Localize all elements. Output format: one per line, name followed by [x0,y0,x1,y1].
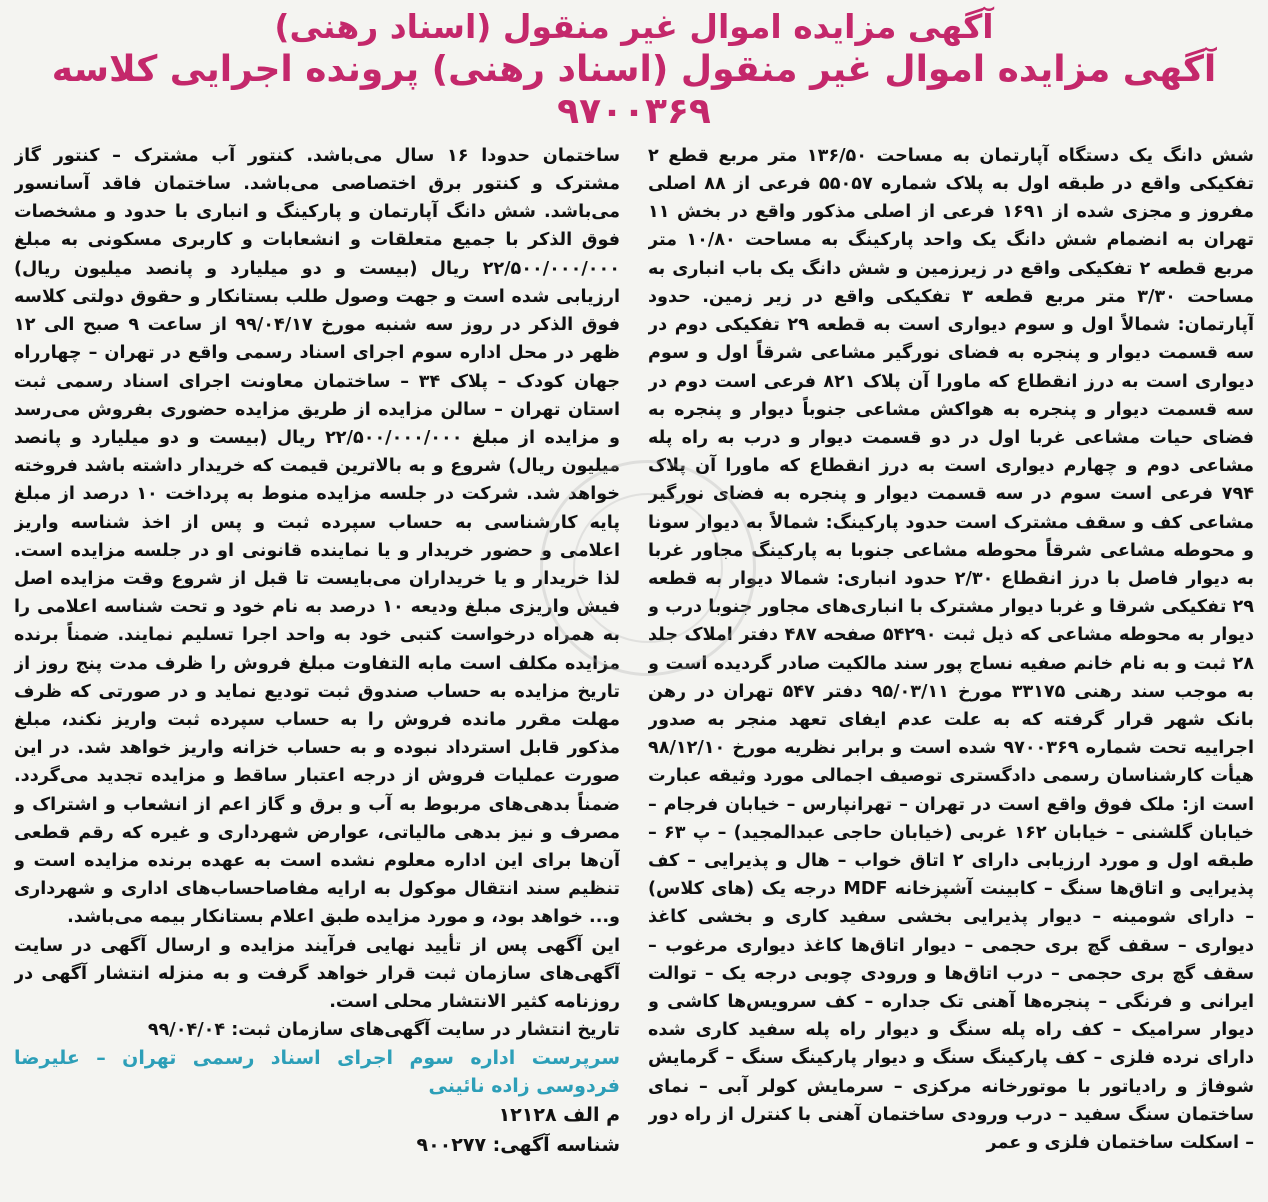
reference-code: م الف ۱۲۱۲۸ [498,1104,620,1127]
text-columns [14,142,1254,1202]
publish-date: تاریخ انتشار در سایت آگهی‌های سازمان ثبت: ۹۹/۰۴/۰۴ [147,1020,620,1041]
notice-id: شناسه آگهی: ۹۰۰۲۷۷ [416,1134,620,1157]
notice-title: آگهی مزایده اموال غیر منقول (اسناد رهنی) [274,7,994,46]
notice-subtitle: آگهی مزایده اموال غیر منقول (اسناد رهنی) پرونده اجرایی کلاسه ۹۷۰۰۳۶۹ [51,48,1217,133]
signature-line: سرپرست اداره سوم اجرای اسناد رسمی تهران – علیرضا فردوسی زاده نائینی [14,1047,620,1098]
left-column-body: ساختمان حدودا ۱۶ سال می‌باشد. کنتور آب مشترک – کنتور گاز مشترک و کنتور برق اختصاصی می‌باشد. ساختمان فاقد آسانسور می‌باشد. شش دانگ آپارتمان و پارکینگ و انباری با حدود و مشخصات فوق الذکر با جمیع متعلقات و انشعابات و کاربری مسکونی به مبلغ ۲۲/۵۰۰/۰۰۰/۰۰۰ ریال (بیست و دو میلیارد و پانصد میلیون ریال) ارزیابی شده است و جهت وصول طلب بستانکار و حقوق دولتی کلاسه فوق الذکر در روز سه شنبه مورخ ۹۹/۰۴/۱۷ از ساعت ۹ صبح الی ۱۲ ظهر در محل اداره سوم اجرای اسناد رسمی واقع در تهران – چهارراه جهان کودک – پلاک ۳۴ – ساختمان معاونت اجرای اسناد رسمی ثبت استان تهران – سالن مزایده از طریق مزایده حضوری بفروش می‌رسد و مزایده از مبلغ ۲۲/۵۰۰/۰۰۰/۰۰۰ ریال (بیست و دو میلیارد و پانصد میلیون ریال) شروع و به بالاترین قیمت که خریدار داشته باشد فروخته خواهد شد. شرکت در جلسه مزایده منوط به پرداخت ۱۰ درصد از مبلغ پایه کارشناسی به حساب سپرده ثبت و پس از اخذ شناسه واریز اعلامی و حضور خریدار و یا نماینده قانونی او در جلسه مزایده است. لذا خریدار و یا خریداران می‌بایست تا قبل از شروع وقت مزایده اصل فیش واریزی مبلغ ودیعه ۱۰ درصد به نام خود و تحت شناسه اعلامی را به همراه درخواست کتبی خود به واحد اجرا تسلیم نمایند. ضمناً برنده مزایده مکلف است مابه التفاوت مبلغ فروش را ظرف مدت پنج روز از تاریخ مزایده به حساب صندوق ثبت تودیع نماید و در صورتی که ظرف مهلت مقرر مانده فروش را به حساب سپرده ثبت واریز نکند، مبلغ مذکور قابل استرداد نبوده و به حساب خزانه واریز خواهد شد. در این صورت عملیات فروش از درجه اعتبار ساقط و مزایده تجدید می‌گردد. ضمناً بدهی‌های مربوط به آب و برق و گاز اعم از انشعاب و اشتراک و مصرف و نیز بدهی مالیاتی، عوارض شهرداری و غیره که رقم قطعی آن‌ها برای این اداره معلوم نشده است به عهده برنده مزایده است و تنظیم سند انتقال موکول به ارایه مفاصاحساب‌های اداری و شهرداری و... خواهد بود، و مورد مزایده طبق اعلام بستانکار بیمه می‌باشد. [14,145,620,928]
right-column-body: شش دانگ یک دستگاه آپارتمان به مساحت ۱۳۶/۵۰ متر مربع قطع ۲ تفکیکی واقع در طبقه اول به پلاک شماره ۵۵۰۵۷ فرعی از ۸۸ اصلی مفروز و مجزی شده از ۱۶۹۱ فرعی از اصلی مذکور واقع در بخش ۱۱ تهران به انضمام شش دانگ یک واحد پارکینگ به مساحت ۱۰/۸۰ متر مربع قطعه ۲ تفکیکی واقع در زیرزمین و شش دانگ یک باب انباری به مساحت ۳/۳۰ متر مربع قطعه ۳ تفکیکی واقع در زیر زمین. حدود آپارتمان: شمالاً اول و سوم دیواری است به قطعه ۲۹ تفکیکی دوم در سه قسمت دیوار و پنجره به فضای نورگیر مشاعی شرقاً اول و سوم دیواری است به درز انقطاع که ماورا آن پلاک ۸۲۱ فرعی است دوم در سه قسمت دیوار و پنجره به هواکش مشاعی جنوباً دیوار و پنجره به فضای حیات مشاعی غربا اول در دو قسمت دیوار و درب به راه پله مشاعی دوم و چهارم دیواری است به درز انقطاع که ماورا آن پلاک ۷۹۴ فرعی است سوم در سه قسمت دیوار و پنجره به فضای نورگیر مشاعی کف و سقف مشترک است حدود پارکینگ: شمالاً به دیوار سونا و محوطه مشاعی شرقاً محوطه مشاعی جنوبا به پارکینگ مجاور غربا به دیوار فاصل با درز انقطاع ۲/۳۰ حدود انباری: شمالا دیوار به قطعه ۲۹ تفکیکی شرقا و غربا دیوار مشترک با انباری‌های مجاور جنوبا درب و دیوار به محوطه مشاعی که ذیل ثبت ۵۴۲۹۰ صفحه ۴۸۷ دفتر املاک جلد ۲۸ ثبت و به نام خانم صفیه نساج پور سند مالکیت صادر گردیده است و به موجب سند رهنی ۳۳۱۷۵ مورخ ۹۵/۰۳/۱۱ دفتر ۵۴۷ تهران در رهن بانک شهر قرار گرفته که به علت عدم ایفای تعهد منجر به صدور اجراییه تحت شماره ۹۷۰۰۳۶۹ شده است و برابر نظریه مورخ ۹۸/۱۲/۱۰ هیأت کارشناسان رسمی دادگستری توصیف اجمالی مورد وثیقه عبارت است از: ملک فوق واقع است در تهران – تهرانپارس – خیابان فرجام – خیابان گلشنی – خیابان ۱۶۲ غربی (خیابان حاجی عبدالمجید) – پ ۶۳ – طبقه اول و مورد ارزیابی دارای ۲ اتاق خواب – هال و پذیرایی – کف پذیرایی و اتاق‌ها سنگ – کابینت آشپزخانه MDF درجه یک (های کلاس) – دارای شومینه – دیوار پذیرایی بخشی سفید کاری و بخشی کاغذ دیواری – سقف گچ بری حجمی – دیوار اتاق‌ها کاغذ دیواری مرغوب – سقف گچ بری حجمی – درب اتاق‌ها و ورودی چوبی درجه یک – توالت ایرانی و فرنگی – پنجره‌ها آهنی تک جداره – کف سرویس‌ها کاشی و دیوار سرامیک – کف راه پله سنگ و دیوار راه پله سفید کاری شده دارای نرده فلزی – کف پارکینگ سنگ و دیوار پارکینگ سنگ – گرمایش شوفاژ و رادیاتور با موتورخانه مرکزی – سرمایش کولر آبی – نمای ساختمان سنگ سفید – درب ورودی ساختمان آهنی با کنترل از راه دور – اسکلت ساختمان فلزی و عمر [648,145,1254,1153]
publication-notice: این آگهی پس از تأیید نهایی فرآیند مزایده و ارسال آگهی در سایت آگهی‌های سازمان ثبت قرار خواهد گرفت و به منزله انتشار آگهی در روزنامه کثیر الانتشار محلی است. [14,935,620,1012]
left-column [14,142,620,1202]
right-column [648,142,1254,1202]
